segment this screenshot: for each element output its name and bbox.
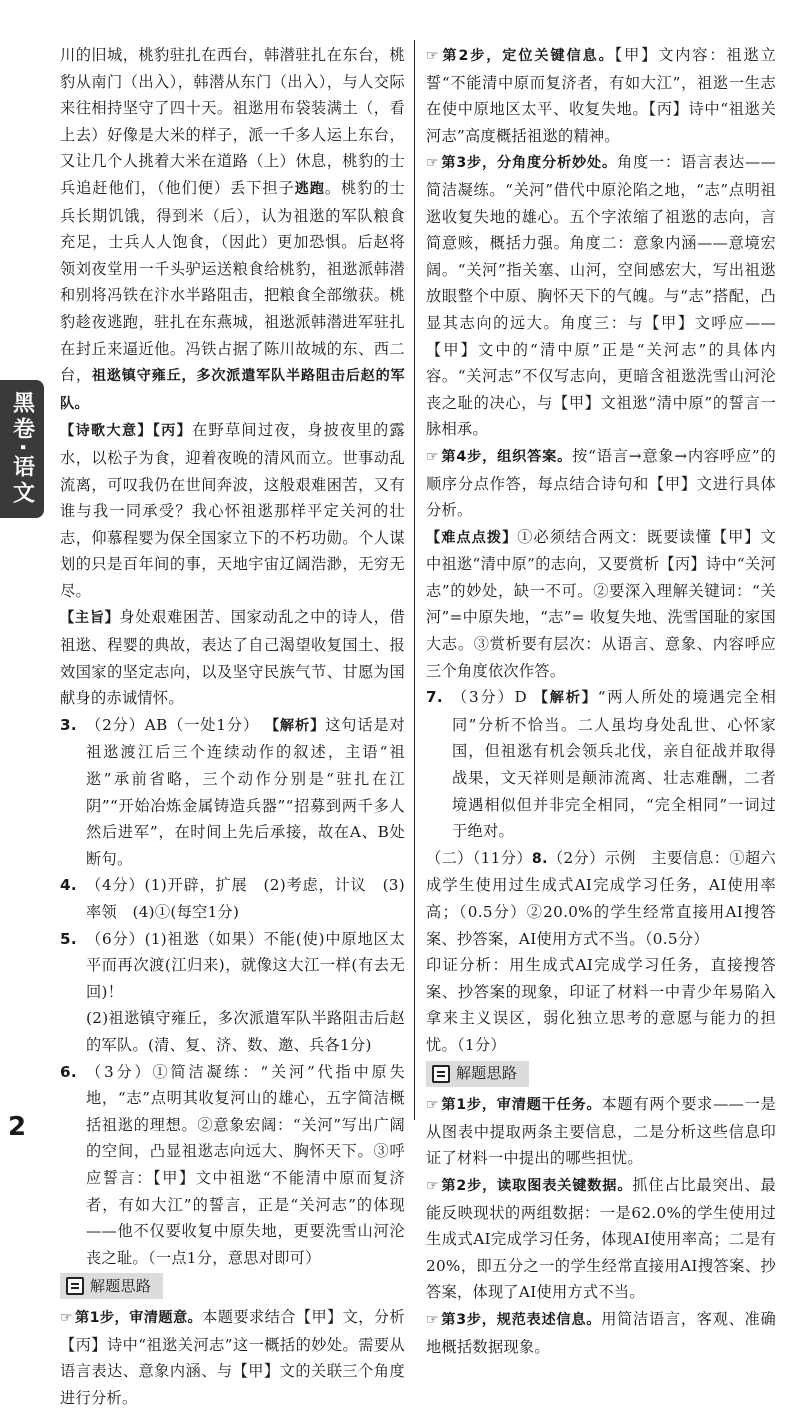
task-step-3-text: 用简洁语言，客观、准确地概括数据现象。 [426, 1309, 776, 1356]
answer-3 [60, 712, 405, 873]
hand-pointer-icon: ☞ [426, 155, 439, 172]
answer-5-text-2: (2)祖逖镇守雍丘，多次派遣军队半路阻击后赵的军队。(清、复、济、数、邀、兵各1分) [86, 1009, 405, 1054]
answer-3-tag: 【解析】 [264, 717, 326, 734]
answer-3-text: 这句话是对祖逖渡江后三个连续动作的叙述，主语“祖逖”承前省略，三个动作分别是“驻扎在江阴”“开始冶炼金属铸造兵器”“招募到两千多人然后进军”，在时间上先后承接，故在A、B处断句。 [86, 715, 406, 868]
right-column [426, 42, 776, 1360]
hand-pointer-icon: ☞ [426, 1097, 439, 1114]
answer-7 [426, 684, 776, 845]
step-1-text: 本题要求结合【甲】文，分析【丙】诗中“祖逖关河志”这一概括的妙处。需要从语言表达、意象内涵、与【甲】文的关联三个角度进行分析。 [60, 1307, 405, 1407]
answer-7-text: “两人所处的境遇完全相同”分析不恰当。二人虽均身处乱世、心怀家国，但祖逖有机会领兵北伐，亲自征战并取得战果，文天祥则是颠沛流离、壮志难酬，二者境遇相似但并非完全相同，“完全相同”一词过于绝对。 [452, 688, 777, 841]
page-number: 2 [8, 1112, 27, 1142]
section-2-heading: （二）（11分） [426, 848, 532, 867]
poem-meaning [60, 417, 405, 604]
hand-pointer-icon: ☞ [426, 48, 439, 64]
column-divider [414, 40, 415, 1120]
task-step-1-text: 本题有两个要求——一是从图表中提取两条主要信息，二是分析这些信息印证了材料一中提出的哪些担忧。 [426, 1095, 776, 1168]
answer-5-text-1: （6分）(1)祖逖（如果）不能(使)中原地区太平而再次渡(江归来)，就像这大江一样(有去无回)！ [86, 929, 405, 1001]
solution-banner-label: 解题思路 [90, 1277, 152, 1296]
poem-meaning-tag: 【诗歌大意】 [60, 423, 153, 440]
answer-4-number: 4. [60, 876, 77, 895]
step-2-label: 第2步，定位关键信息。 [440, 48, 615, 64]
answer-8 [426, 845, 776, 1059]
left-column [60, 42, 405, 1411]
hand-pointer-icon: ☞ [60, 1309, 73, 1326]
task-step-1-label: 第1步，审清题干任务。 [440, 1097, 602, 1114]
answer-7-number: 7. [426, 688, 443, 707]
translation-bold-2: 祖逖镇守雍丘，多次派遣军队半路阻击后赵的军队。 [60, 368, 405, 412]
answer-8-text-2: 印证分析：用生成式AI完成学习任务，直接搜答案、抄答案的现象，印证了材料一中青少年易陷入拿来主义误区，弱化独立思考的意愿与能力的担忧。（1分） [426, 956, 776, 1054]
difficulty-tip [426, 524, 776, 685]
step-4 [426, 443, 776, 524]
solution-banner-2 [426, 1061, 529, 1087]
theme-paragraph [60, 604, 405, 711]
translation-text-2: 。桃豹的士兵长期饥饿，得到米（后），认为祖逖的军队粮食充足，士兵人人饱食，（因此）更加恐惧。后赵将领刘夜堂用一千头驴运送粮食给桃豹，祖逖派韩潜和别将冯铁在汴水半路阻击，把粮食全部缴获。桃豹趁夜逃跑，驻扎在东燕城，祖逖派韩潜进军驻扎在封丘来逼近他。冯铁占据了陈川故城的东、西二台， [60, 178, 405, 385]
answer-4-text: （4分）(1)开辟，扩展 (2)考虑，计议 (3)率领 (4)①(每空1分) [86, 876, 405, 921]
task-step-2-label: 第2步，读取图表关键数据。 [440, 1177, 633, 1194]
task-step-2 [426, 1172, 776, 1306]
answer-3-number: 3. [60, 715, 77, 734]
answer-6-text: （3分）①简洁凝练：“关河”代指中原失地，“志”点明其收复河山的雄心，五字简洁概括祖逖的理想。②意象宏阔：“关河”写出广阔的空间，凸显祖逖志向远大、胸怀天下。③呼应誓言：【甲】文中祖逖“不能清中原而复济者，有如大江”的誓言，正是“关河志”的体现——他不仅要收复中原失地，更要洗雪山河沦丧之耻。（一点1分，意思对即可） [86, 1062, 405, 1267]
task-step-3 [426, 1306, 776, 1360]
translation-paragraph [60, 42, 405, 417]
theme-text: 身处艰难困苦、国家动乱之中的诗人，借祖逖、程婴的典故，表达了自己渴望收复国土、报效国家的坚定志向，以及坚守民族气节、甘愿为国献身的赤诚情怀。 [60, 608, 405, 708]
step-2-text: 【甲】文内容：祖逖立誓“不能清中原而复济者，有如大江”，祖逖一生志在使中原地区太平、收复失地。【丙】诗中“祖逖关河志”高度概括祖逖的精神。 [426, 46, 776, 145]
hand-pointer-icon: ☞ [426, 1177, 439, 1194]
difficulty-tag: 【难点点拨】 [426, 529, 518, 546]
step-4-text: 按“语言→意象→内容呼应”的顺序分点作答，每点结合诗句和【甲】文进行具体分析。 [426, 446, 776, 520]
solution-banner [60, 1273, 163, 1299]
step-3 [426, 149, 776, 443]
answer-8-text-1: （2分）示例 主要信息：①超六成学生使用过生成式AI完成学习任务，AI使用率高；（0.5分）②20.0%的学生经常直接用AI搜答案、抄答案，AI使用方式不当。（0.5分） [426, 848, 776, 948]
hand-pointer-icon: ☞ [426, 1311, 439, 1328]
poem-meaning-tag-2: 【丙】 [152, 423, 193, 440]
notebook-icon [66, 1277, 84, 1295]
step-3-label: 第3步，分角度分析妙处。 [440, 155, 618, 172]
answer-5 [60, 926, 405, 1059]
step-4-label: 第4步，组织答案。 [440, 448, 573, 465]
difficulty-text: ①必须结合两文：既要读懂【甲】文中祖逖“清中原”的志向，又要赏析【丙】诗中“关河志”的妙处，缺一不可。②要深入理解关键词：“关河”=中原失地，“志”= 收复失地、洗雪国耻的家国大志。③赏析要有层次：从语言、意象、内容呼应三个角度依次作答。 [426, 527, 776, 680]
step-2 [426, 42, 776, 149]
theme-tag: 【主旨】 [60, 610, 120, 627]
answer-5-number: 5. [60, 929, 77, 948]
task-step-1 [426, 1091, 776, 1172]
translation-text: 川的旧城，桃豹驻扎在西台，韩潜驻扎在东台，桃豹从南门（出入），韩潜从东门（出入），与人交际来往相持坚守了四十天。祖逖用布袋装满土（，看上去）好像是大米的样子，派一千多人运上东台，又让几个人挑着大米在道路（上）休息，桃豹的士兵追赶他们，（他们便）丢下担子 [60, 46, 405, 197]
hand-pointer-icon: ☞ [426, 448, 439, 465]
poem-meaning-text: 在野草间过夜，身披夜里的露水，以松子为食，迎着夜晚的清风而立。世事动乱流离，可叹我仍在世间奔波，这般艰难困苦，又有谁与我一同承受？我心怀祖逖那样平定关河的壮志，仰慕程婴为保全国家立下的不朽功勋。个人谋划的只是百年间的事，天地宇宙辽阔浩渺，无穷无尽。 [60, 421, 405, 600]
answer-6 [60, 1059, 405, 1272]
side-tab-label: 黑卷·语文 [9, 390, 35, 508]
notebook-icon [432, 1065, 450, 1083]
side-tab [0, 380, 44, 518]
answer-4 [60, 872, 405, 925]
step-3-text: 角度一：语言表达——简洁凝练。“关河”借代中原沦陷之地，“志”点明祖逖收复失地的雄心。五个字浓缩了祖逖的志向，言简意赅，概括力强。角度二：意象内涵——意境宏阔。“关河”指关塞、山河，空间感宏大，写出祖逖放眼整个中原、胸怀天下的气魄。与“志”搭配，凸显其志向的远大。角度三：与【甲】文呼应——【甲】文中的“清中原”正是“关河志”的具体内容。“关河志”不仅写志向，更暗含祖逖洗雪山河沦丧之耻的决心，与【甲】文祖逖“清中原”的誓言一脉相承。 [426, 153, 776, 439]
task-step-3-label: 第3步，规范表述信息。 [440, 1311, 602, 1328]
answer-7-score: （3分）D [452, 688, 528, 707]
task-step-2-text: 抓住占比最突出、最能反映现状的两组数据：一是62.0%的学生使用过生成式AI完成学习任务，体现AI使用率高；二是有20%，即五分之一的学生经常直接用AI搜答案、抄答案，体现了AI使用方式不当。 [426, 1175, 776, 1302]
solution-banner-2-label: 解题思路 [456, 1064, 518, 1083]
answer-8-number: 8. [531, 850, 548, 867]
step-1-label: 第1步，审清题意。 [74, 1309, 203, 1326]
answer-6-number: 6. [60, 1062, 77, 1081]
answer-3-score: （2分）AB（一处1分） [86, 715, 260, 734]
translation-bold: 逃跑 [294, 180, 325, 197]
answer-7-tag: 【解析】 [533, 690, 598, 707]
step-1 [60, 1304, 405, 1411]
